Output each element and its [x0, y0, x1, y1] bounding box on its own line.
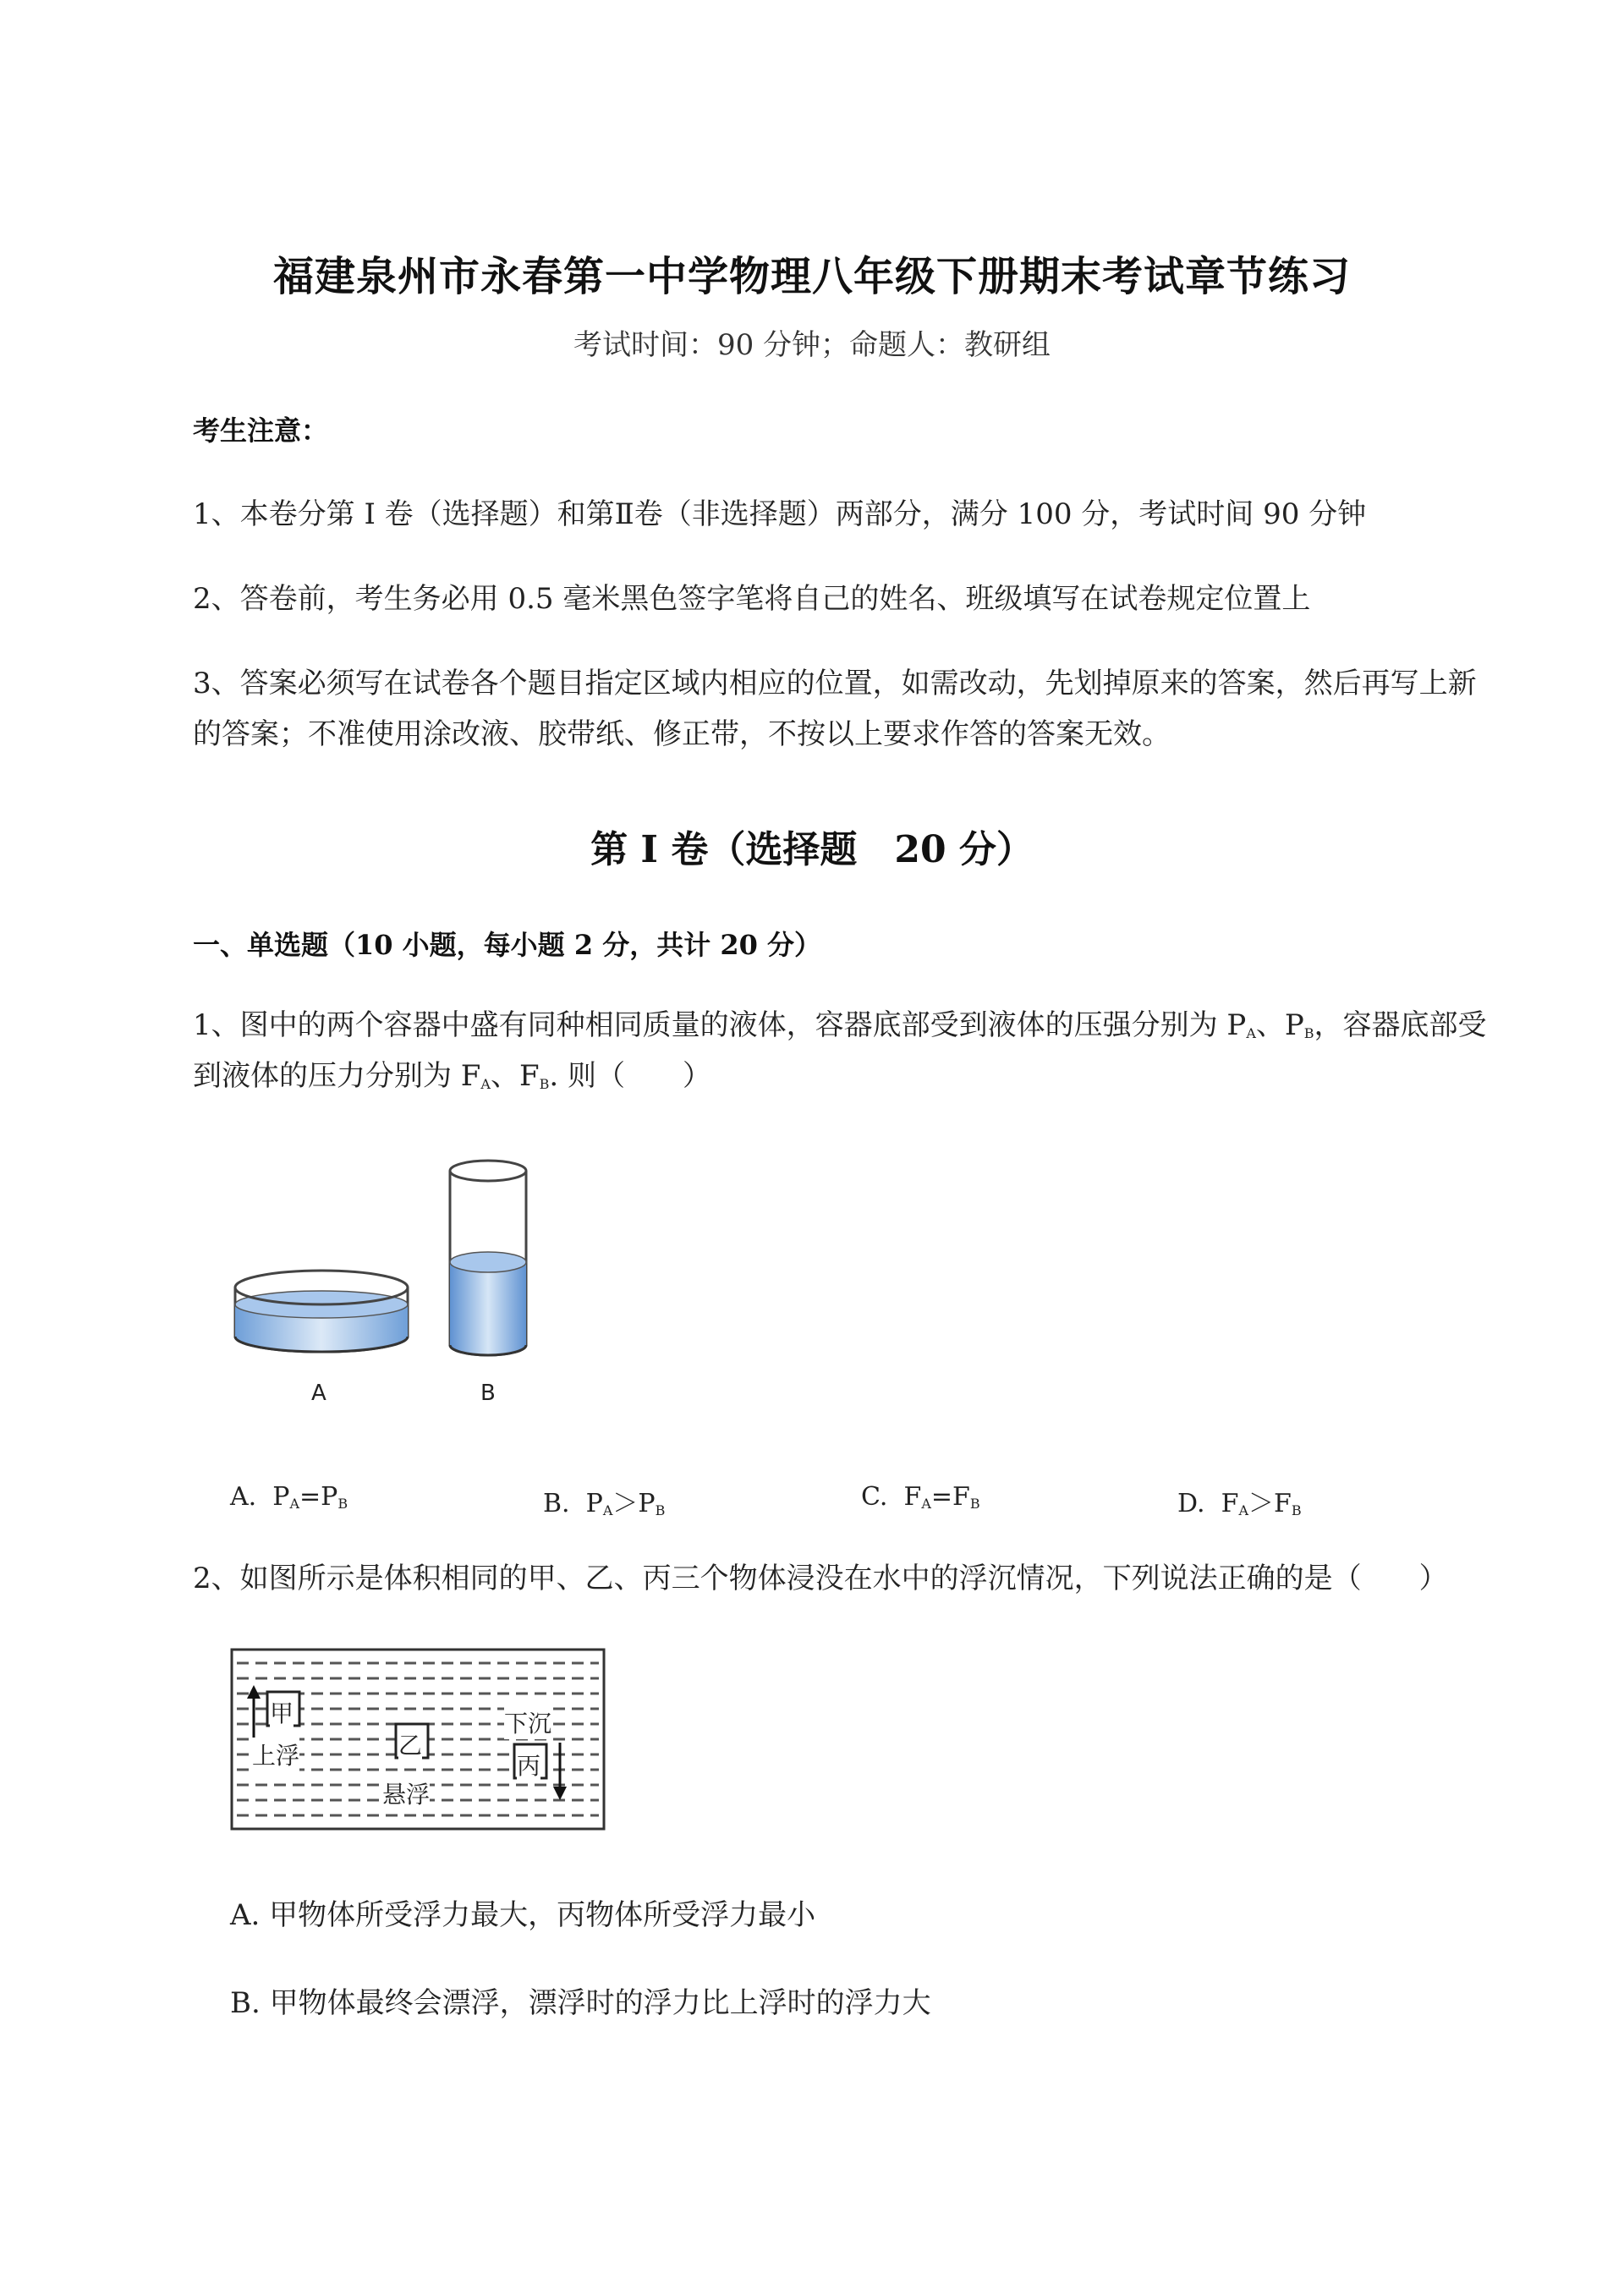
label-xiachen: 下沉 [504, 1705, 551, 1739]
q1-option-d[interactable]: D. $F_A>F_B$ [1177, 1489, 1302, 1518]
label-shangfu: 上浮 [252, 1738, 299, 1771]
notice-item-3-cont: 的答案；不准使用涂改液、胶带纸、修正带，不按以上要求作答的答案无效。 [193, 717, 1171, 751]
notice-item-2: 2、答卷前，考生务必用 0.5 毫米黑色签字笔将自己的姓名、班级填写在试卷规定位置上 [193, 582, 1311, 616]
notice-heading: 考生注意： [193, 415, 329, 447]
label-xuanfu: 悬浮 [382, 1776, 430, 1810]
notice-item-3: 3、答案必须写在试卷各个题目指定区域内相应的位置，如需改动，先划掉原来的答案，然后再写上新 [193, 667, 1477, 700]
q2-stem: 2、如图所示是体积相同的甲、乙、丙三个物体浸没在水中的浮沉情况，下列说法正确的是（ ） [193, 1562, 1448, 1595]
label-jia: 甲 [270, 1695, 294, 1729]
label-bing: 丙 [517, 1748, 540, 1782]
exam-subtitle: 考试时间：90 分钟；命题人：教研组 [573, 328, 1051, 362]
q1-containers-figure [228, 1159, 550, 1430]
q1-stem-line1: 1、图中的两个容器中盛有同种相同质量的液体，容器底部受到液体的压强分别为 $P_A$、$P_B$，容器底部受 [193, 1008, 1487, 1042]
label-yi: 乙 [398, 1727, 422, 1761]
q1-option-b[interactable]: B. $P_A>P_B$ [543, 1489, 666, 1518]
container-b [450, 1161, 526, 1355]
part-heading: 一、单选题（10 小题，每小题 2 分，共计 20 分） [193, 929, 822, 961]
q2-buoyancy-figure [230, 1648, 606, 1831]
figure-label-b: B [480, 1381, 496, 1406]
q1-option-a[interactable]: A. $P_A=P_B$ [230, 1482, 348, 1512]
q2-choice-b[interactable]: B. 甲物体最终会漂浮，漂浮时的浮力比上浮时的浮力大 [230, 1986, 931, 2020]
exam-title: 福建泉州市永春第一中学物理八年级下册期末考试章节练习 [272, 253, 1351, 300]
container-a [235, 1271, 408, 1352]
q2-choice-a[interactable]: A. 甲物体所受浮力最大，丙物体所受浮力最小 [230, 1898, 816, 1932]
section-title: 第 I 卷（选择题 20 分） [590, 828, 1034, 871]
notice-item-1: 1、本卷分第 I 卷（选择题）和第Ⅱ卷（非选择题）两部分，满分 100 分，考试时间 90 分钟 [193, 497, 1367, 531]
figure-label-a: A [311, 1381, 326, 1406]
q1-stem-line2: 到液体的压力分别为 $F_A$、$F_B$. 则（ ） [193, 1059, 711, 1093]
q1-option-c[interactable]: C. $F_A=F_B$ [861, 1482, 980, 1512]
